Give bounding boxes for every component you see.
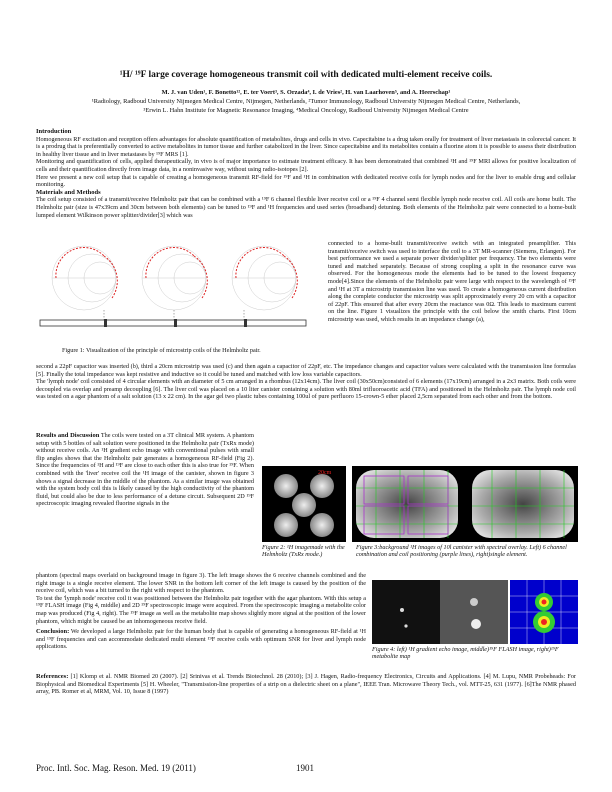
methods-heading: Materials and Methods [36, 188, 101, 196]
figure-2-caption: Figure 2: ¹H imagemade with the Helmholtz (TxRx mode.) [262, 544, 345, 559]
figure-2-image [262, 466, 346, 542]
results-section [36, 432, 254, 508]
paper-title: ¹H/ ¹⁹F large coverage homogeneous transmit coil with dedicated multi-element receive coils. [119, 70, 493, 80]
figure-4-image [372, 580, 578, 644]
figure-3-caption: Figure 3:background ¹H images of 10l canister with spectral overlay. Left) 6 channel combination and coil positioning (purple lines), right)single element. [356, 544, 567, 559]
results-continuation [36, 572, 366, 651]
author-names: M. J. van Uden¹, F. Bonetto¹², E. ter Voert³, S. Orzada⁴, I. de Vries², H. van Laarhoven⁵, and A. Heerschap¹ [161, 89, 451, 96]
footer-proceedings: Proc. Intl. Soc. Mag. Reson. Med. 19 (2011) [36, 763, 196, 773]
references-section [36, 673, 576, 696]
intro-paragraph: Homogeneous RF excitation and reception offers advantages for absolute quantification of metabolites, drugs and cells in vivo. Capecitabine is a drug taken orally for treatment of liver metastasis in colorectal cancer. It is a prodrug that is preferentially converted to active metabolites in tumor tissue and further catabolized in the liver. Since capecitabine and its metabolites contain a fluorine atom it is possible to assess their distribution in healthy liver tissue and in liver metastases by ¹⁹F MRS [1]. [36, 135, 576, 158]
methods-paragraph: second a 22pF capacitor was inserted (b), third a 20cm microstrip was used (c) and then again a capacitor of 22pF, etc. The impedance changes and capacitor values were calculated with the transmission line formulas [5]. Finally the total impedance was kept resistive and inductive so it could be tuned and matched with low loss variable capacitors. [36, 363, 576, 378]
smith-chart-diagram [34, 240, 312, 350]
affiliations-line-2: ³Erwin L. Hahn Institute for Magnetic Resonance Imaging, ⁴Medical Oncology, Radboud University Nijmegen Medical Centre [143, 107, 469, 114]
figure-1-caption: Figure 1: Visualization of the principle of microstrip coils of the Helmholtz pair. [62, 347, 261, 354]
methods-right-column: connected to a home-built transmit/receive switch with an integrated preamplifier. This transmit/receive switch was used to interface the coil to a 3T MR-scanner (Siemens, Erlangen). For best performance we used a separate power divider/splitter per frequency. The two elements were tuned and matched separately. Because of strong coupling a split in the resonance curve was observed. For the homogeneous mode the elements had to be tuned to the lowest frequency mode[4].Since the elements of the Helmholtz pair were large with respect to the wavelength of ¹⁹F and ¹H at 3T a microstrip transmission line was used. To create a homogeneous current distribution along the complete conductor the microstrip was split approximately every 20 cm with a capacitor of 22pF. This ensured that after every 20cm the reactance was 0Ω. This leads to maximum current on the line. Figure 1 visualizes the principle with the coil below the smith charts. First 10cm microstrip was used, which results in an impedance change (a), [328, 240, 576, 323]
conclusion-text: We developed a large Helmholtz pair for the human body that is capable of generating a homogeneous RF-field at ¹H and ¹⁹F frequencies and can accommodate dedicated multi element ¹⁹F receive coils with optimum SNR for liver and lymph node applications. [36, 628, 366, 651]
results-heading: Results and Discussion [36, 432, 100, 439]
results-paragraph: phantom (spectral maps overlaid on background image in figure 3). The left image shows the 6 receive channels combined and the right image is a single receive element. The lower SNR in the bottom left corner of the left image is caused by the position of the receive coil, which was a bit turned to the right with respect to the phantom. [36, 572, 366, 595]
figure-1 [34, 240, 312, 360]
intro-paragraph: Here we present a new coil setup that is capable of creating a homogeneous transmit RF-field for ¹⁹F and ¹H in combination with dedicated receive coils for lymph nodes and for the liver to enable drug and cellular monitoring. [36, 173, 576, 189]
conclusion-heading: Conclusion: [36, 628, 70, 636]
figure-3-image [352, 466, 578, 542]
introduction-section [36, 128, 576, 219]
references-text: [1] Klomp et al. NMR Biomed 20 (2007). [2] Srinivas et al. Trends Biotechnol. 28 (2010); [3] J. Hagen, Radio-frequency Electronics, Circuits and Applications. [4] M. Lupu, NMR Probeheads: For Biophysical and Biomedical Experiments [5] H. Wheeler, "Transmission-line properties of a strip on a dielectric sheet on a plane", IEEE Tran. Microwave Theory Tech., vol. MTT-25, 631 (1977). [6]The NMR phased array, PB. Romer et al, MRM, Vol. 10, Issue 8 (1997) [36, 673, 576, 696]
introduction-heading: Introduction [36, 128, 72, 135]
page-number: 1901 [296, 763, 314, 773]
scale-label: 20cm [318, 470, 332, 476]
canister-spectral-overlay [352, 466, 578, 542]
intro-paragraph: Monitoring and quantification of cells, applied therapeutically, in vivo is of major importance to estimate treatment efficacy. It has been demonstrated that combined ¹H and ¹⁹F MRI allows for positive localization of cells and their quantification directly from image data, in a noninvasive way, without using radio-isotopes [2]. [36, 158, 576, 173]
phantom-bottles-image [262, 466, 346, 542]
methods-paragraph: The coil setup consisted of a transmit/receive Helmholtz pair that can be combined with a ¹⁹F 6 channel flexible liver receive coil or a ¹⁹F 4 channel semi flexible lymph node receive coil. All coils are home built. The Helmholtz pair (size is 47x39cm and 30cm between both elements) can be tuned to ¹⁹F and ¹H frequencies and used series (broadband) detuning. Both elements of the Helmholtz pair were connected to a home-built lumped element Wilkinson power splitter/divider[3] which was [36, 196, 576, 219]
results-paragraph: The coils were tested on a 3T clinical MR system. A phantom setup with 5 bottles of salt solution were positioned in the Helmholtz pair (TxRx mode) without receive coils. An ¹H gradient echo image with conventional pulses with small flip angles shows that the Helmholtz pair generates a homogeneous RF-field (Fig 2). Since the frequencies of ¹H and ¹⁹F are close to each other this is also true for ¹⁹F. When combined with the 'liver' receive coil the ¹H image of the canister, shown in figure 3 shows a signal decrease in the middle of the phantom. As a similar image was obtained with the system body coil this is likely caused by the high conductivity of the phantom fluid, but could also be due to less performance of a detune circuit. Subsequent 2D ¹⁹F spectroscopic imaging revealed fluorine signals in the [36, 432, 254, 508]
methods-paragraph: The 'lymph node' coil consisted of 4 circular elements with an diameter of 5 cm arranged in a rhombus (12x14cm). The liver coil (30x50cm)consisted of 6 elements (17x19cm) arranged in a 2x3 matrix. Both coils were decoupled via overlap and preamp decoupling [6]. The liver coil was placed on a 10 liter canister containing a solution with 80ml trifluoroacetic acid (TFA) and positioned in the Helmholtz pair. The lymph node coil was tested on a agar phantom of a salt solution (13 x 22 cm). In the agar gel two plastic tubes containing 100ul of pure perfluoro 15-crown-5 ether placed 2,5cm separated from each other and from the bottom. [36, 378, 576, 401]
affiliations-line-1: ¹Radiology, Radboud University Nijmegen Medical Centre, Nijmegen, Netherlands, ²Tumor Immunology, Radboud University Nijmegen Medical Centre, Netherlands, [91, 98, 521, 105]
conclusion-paragraph [36, 628, 366, 651]
methods-continuation [36, 363, 576, 401]
figure-4-caption: Figure 4: left) ¹H gradient echo image, middle)¹⁹F FLASH image, right)¹⁹F metabolite map [372, 646, 559, 661]
author-block [20, 88, 592, 115]
lymph-node-images [372, 580, 578, 644]
references-heading: References: [36, 673, 69, 680]
results-paragraph: To test the 'lymph node' receive coil it was positioned between the Helmholtz pair together with the agar phantom. With this setup a ¹⁹F FLASH image (Fig 4, middle) and 2D ¹⁹F spectroscopic image were acquired. From the spectroscopic imaging a metabolite color map was produced (Fig 4, right). The ¹⁹F image as well as the metabolite map shows slightly more signal at the position of the lower phantom, which might be caused be an inhomogeneous receive field. [36, 594, 366, 625]
